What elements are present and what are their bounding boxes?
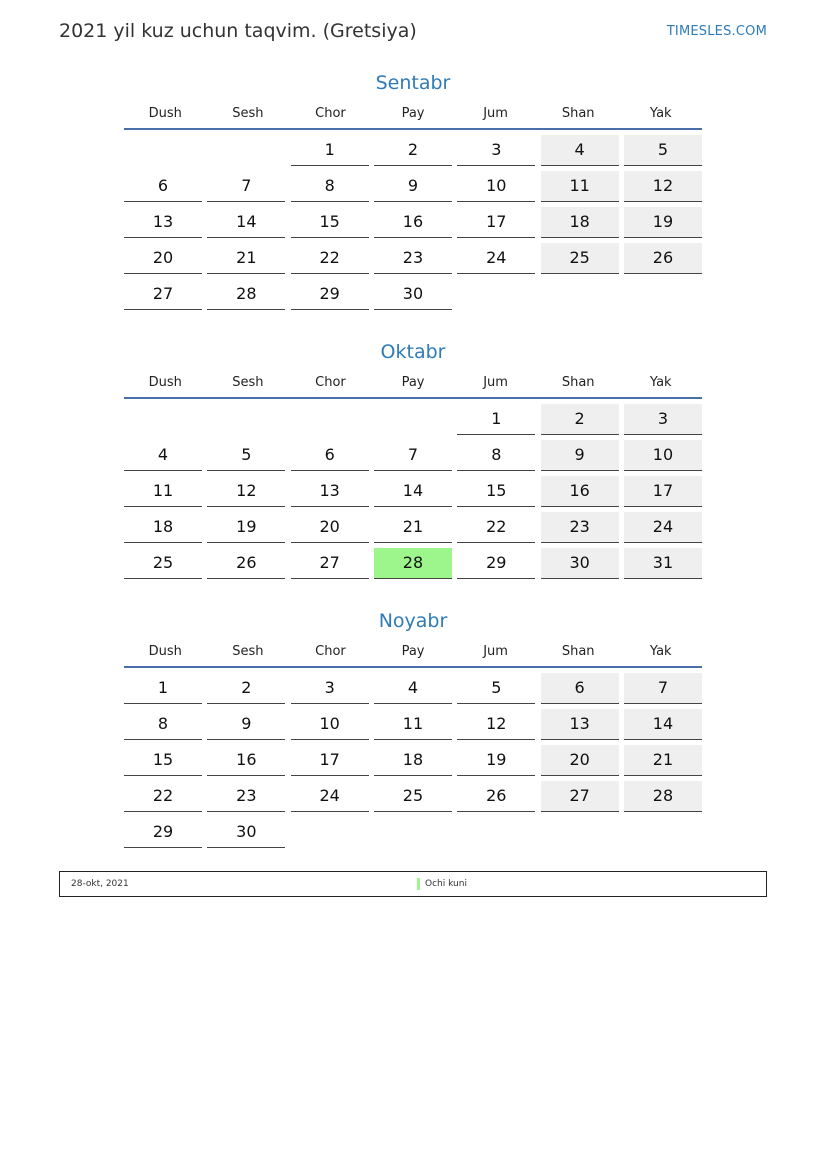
day-cell: 16 (207, 745, 285, 776)
week-row (124, 781, 702, 812)
weekday-label: Yak (649, 643, 672, 659)
weekend-day-cell: 14 (624, 709, 702, 740)
weekend-day-cell: 30 (541, 548, 619, 579)
week-row (124, 745, 702, 776)
day-cell: 3 (457, 135, 535, 166)
empty-day-cell (374, 404, 452, 435)
day-cell: 11 (124, 476, 202, 507)
day-cell: 24 (457, 243, 535, 274)
weekday-header (124, 636, 702, 668)
day-cell: 29 (124, 817, 202, 848)
day-cell: 14 (207, 207, 285, 238)
empty-day-cell (541, 279, 619, 310)
weekend-day-cell: 23 (541, 512, 619, 543)
weekend-day-cell: 20 (541, 745, 619, 776)
day-cell: 23 (374, 243, 452, 274)
day-cell: 20 (291, 512, 369, 543)
day-cell: 27 (124, 279, 202, 310)
weekday-label: Sesh (232, 374, 264, 390)
day-cell: 15 (124, 745, 202, 776)
day-cell: 5 (207, 440, 285, 471)
weekday-label: Yak (649, 105, 672, 121)
day-cell: 7 (207, 171, 285, 202)
day-cell: 22 (124, 781, 202, 812)
day-cell: 2 (374, 135, 452, 166)
day-cell: 2 (207, 673, 285, 704)
weeks-grid (124, 668, 702, 848)
week-row (124, 440, 702, 471)
day-cell: 23 (207, 781, 285, 812)
day-cell: 1 (124, 673, 202, 704)
day-cell: 4 (124, 440, 202, 471)
weekend-day-cell: 2 (541, 404, 619, 435)
day-cell: 22 (457, 512, 535, 543)
week-row (124, 673, 702, 704)
empty-day-cell (124, 404, 202, 435)
week-row (124, 135, 702, 166)
weekend-day-cell: 18 (541, 207, 619, 238)
week-row (124, 207, 702, 238)
day-cell: 14 (374, 476, 452, 507)
site-link[interactable]: TIMESLES.COM (666, 24, 767, 39)
month-calendar (124, 337, 702, 584)
weekday-label: Chor (315, 105, 346, 121)
weekend-day-cell: 19 (624, 207, 702, 238)
weekday-label: Pay (401, 105, 425, 121)
day-cell: 30 (207, 817, 285, 848)
day-cell: 15 (291, 207, 369, 238)
weekday-label: Sesh (232, 105, 264, 121)
weekend-day-cell: 21 (624, 745, 702, 776)
weekend-day-cell: 25 (541, 243, 619, 274)
empty-day-cell (457, 817, 535, 848)
day-cell: 11 (374, 709, 452, 740)
weekend-day-cell: 11 (541, 171, 619, 202)
day-cell: 7 (374, 440, 452, 471)
weekday-label: Shan (561, 643, 595, 659)
weeks-grid (124, 399, 702, 579)
day-cell: 18 (124, 512, 202, 543)
holiday-color-marker (417, 878, 420, 890)
weekday-label: Dush (148, 643, 182, 659)
week-row (124, 171, 702, 202)
month-calendar (124, 68, 702, 315)
weekend-day-cell: 4 (541, 135, 619, 166)
day-cell: 25 (374, 781, 452, 812)
day-cell: 8 (291, 171, 369, 202)
day-cell: 1 (291, 135, 369, 166)
week-row (124, 512, 702, 543)
holiday-day-cell: 28 (374, 548, 452, 579)
empty-day-cell (541, 817, 619, 848)
day-cell: 9 (374, 171, 452, 202)
weekend-day-cell: 13 (541, 709, 619, 740)
day-cell: 9 (207, 709, 285, 740)
weekday-label: Jum (483, 643, 508, 659)
day-cell: 4 (374, 673, 452, 704)
empty-day-cell (624, 279, 702, 310)
empty-day-cell (291, 404, 369, 435)
day-cell: 12 (207, 476, 285, 507)
day-cell: 24 (291, 781, 369, 812)
empty-day-cell (291, 817, 369, 848)
day-cell: 13 (124, 207, 202, 238)
day-cell: 17 (457, 207, 535, 238)
page-title: 2021 yil kuz uchun taqvim. (Gretsiya) (59, 20, 417, 42)
weekend-day-cell: 31 (624, 548, 702, 579)
week-row (124, 817, 702, 848)
day-cell: 28 (207, 279, 285, 310)
weeks-grid (124, 130, 702, 310)
weekend-day-cell: 27 (541, 781, 619, 812)
day-cell: 10 (457, 171, 535, 202)
day-cell: 27 (291, 548, 369, 579)
month-calendar (124, 606, 702, 853)
weekend-day-cell: 6 (541, 673, 619, 704)
empty-day-cell (457, 279, 535, 310)
weekday-header (124, 98, 702, 130)
weekday-label: Jum (483, 105, 508, 121)
day-cell: 5 (457, 673, 535, 704)
empty-day-cell (374, 817, 452, 848)
weekday-label: Shan (561, 374, 595, 390)
weekday-label: Pay (401, 643, 425, 659)
week-row (124, 404, 702, 435)
day-cell: 12 (457, 709, 535, 740)
week-row (124, 243, 702, 274)
weekday-label: Chor (315, 374, 346, 390)
weekend-day-cell: 12 (624, 171, 702, 202)
day-cell: 19 (207, 512, 285, 543)
empty-day-cell (207, 404, 285, 435)
day-cell: 26 (457, 781, 535, 812)
day-cell: 15 (457, 476, 535, 507)
day-cell: 26 (207, 548, 285, 579)
day-cell: 6 (124, 171, 202, 202)
day-cell: 18 (374, 745, 452, 776)
week-row (124, 476, 702, 507)
legend-label: Ochi kuni (425, 879, 467, 889)
weekend-day-cell: 24 (624, 512, 702, 543)
day-cell: 3 (291, 673, 369, 704)
weekday-label: Sesh (232, 643, 264, 659)
day-cell: 20 (124, 243, 202, 274)
day-cell: 25 (124, 548, 202, 579)
weekend-day-cell: 16 (541, 476, 619, 507)
day-cell: 6 (291, 440, 369, 471)
day-cell: 21 (207, 243, 285, 274)
weekday-label: Dush (148, 105, 182, 121)
weekday-label: Jum (483, 374, 508, 390)
week-row (124, 279, 702, 310)
weekend-day-cell: 17 (624, 476, 702, 507)
month-name: Oktabr (380, 341, 446, 363)
month-name: Noyabr (378, 610, 448, 632)
day-cell: 10 (291, 709, 369, 740)
empty-day-cell (207, 135, 285, 166)
weekend-day-cell: 3 (624, 404, 702, 435)
month-name: Sentabr (375, 72, 451, 94)
weekday-label: Shan (561, 105, 595, 121)
day-cell: 8 (124, 709, 202, 740)
weekend-day-cell: 7 (624, 673, 702, 704)
day-cell: 29 (457, 548, 535, 579)
week-row (124, 548, 702, 579)
day-cell: 17 (291, 745, 369, 776)
weekday-label: Dush (148, 374, 182, 390)
day-cell: 21 (374, 512, 452, 543)
empty-day-cell (124, 135, 202, 166)
day-cell: 1 (457, 404, 535, 435)
weekend-day-cell: 26 (624, 243, 702, 274)
week-row (124, 709, 702, 740)
weekend-day-cell: 10 (624, 440, 702, 471)
empty-day-cell (624, 817, 702, 848)
day-cell: 29 (291, 279, 369, 310)
day-cell: 19 (457, 745, 535, 776)
weekday-header (124, 367, 702, 399)
day-cell: 30 (374, 279, 452, 310)
weekday-label: Pay (401, 374, 425, 390)
legend-date: 28-okt, 2021 (71, 879, 129, 889)
weekend-day-cell: 9 (541, 440, 619, 471)
day-cell: 22 (291, 243, 369, 274)
legend-box (59, 871, 767, 897)
weekend-day-cell: 5 (624, 135, 702, 166)
weekend-day-cell: 28 (624, 781, 702, 812)
day-cell: 13 (291, 476, 369, 507)
weekday-label: Chor (315, 643, 346, 659)
day-cell: 8 (457, 440, 535, 471)
weekday-label: Yak (649, 374, 672, 390)
day-cell: 16 (374, 207, 452, 238)
